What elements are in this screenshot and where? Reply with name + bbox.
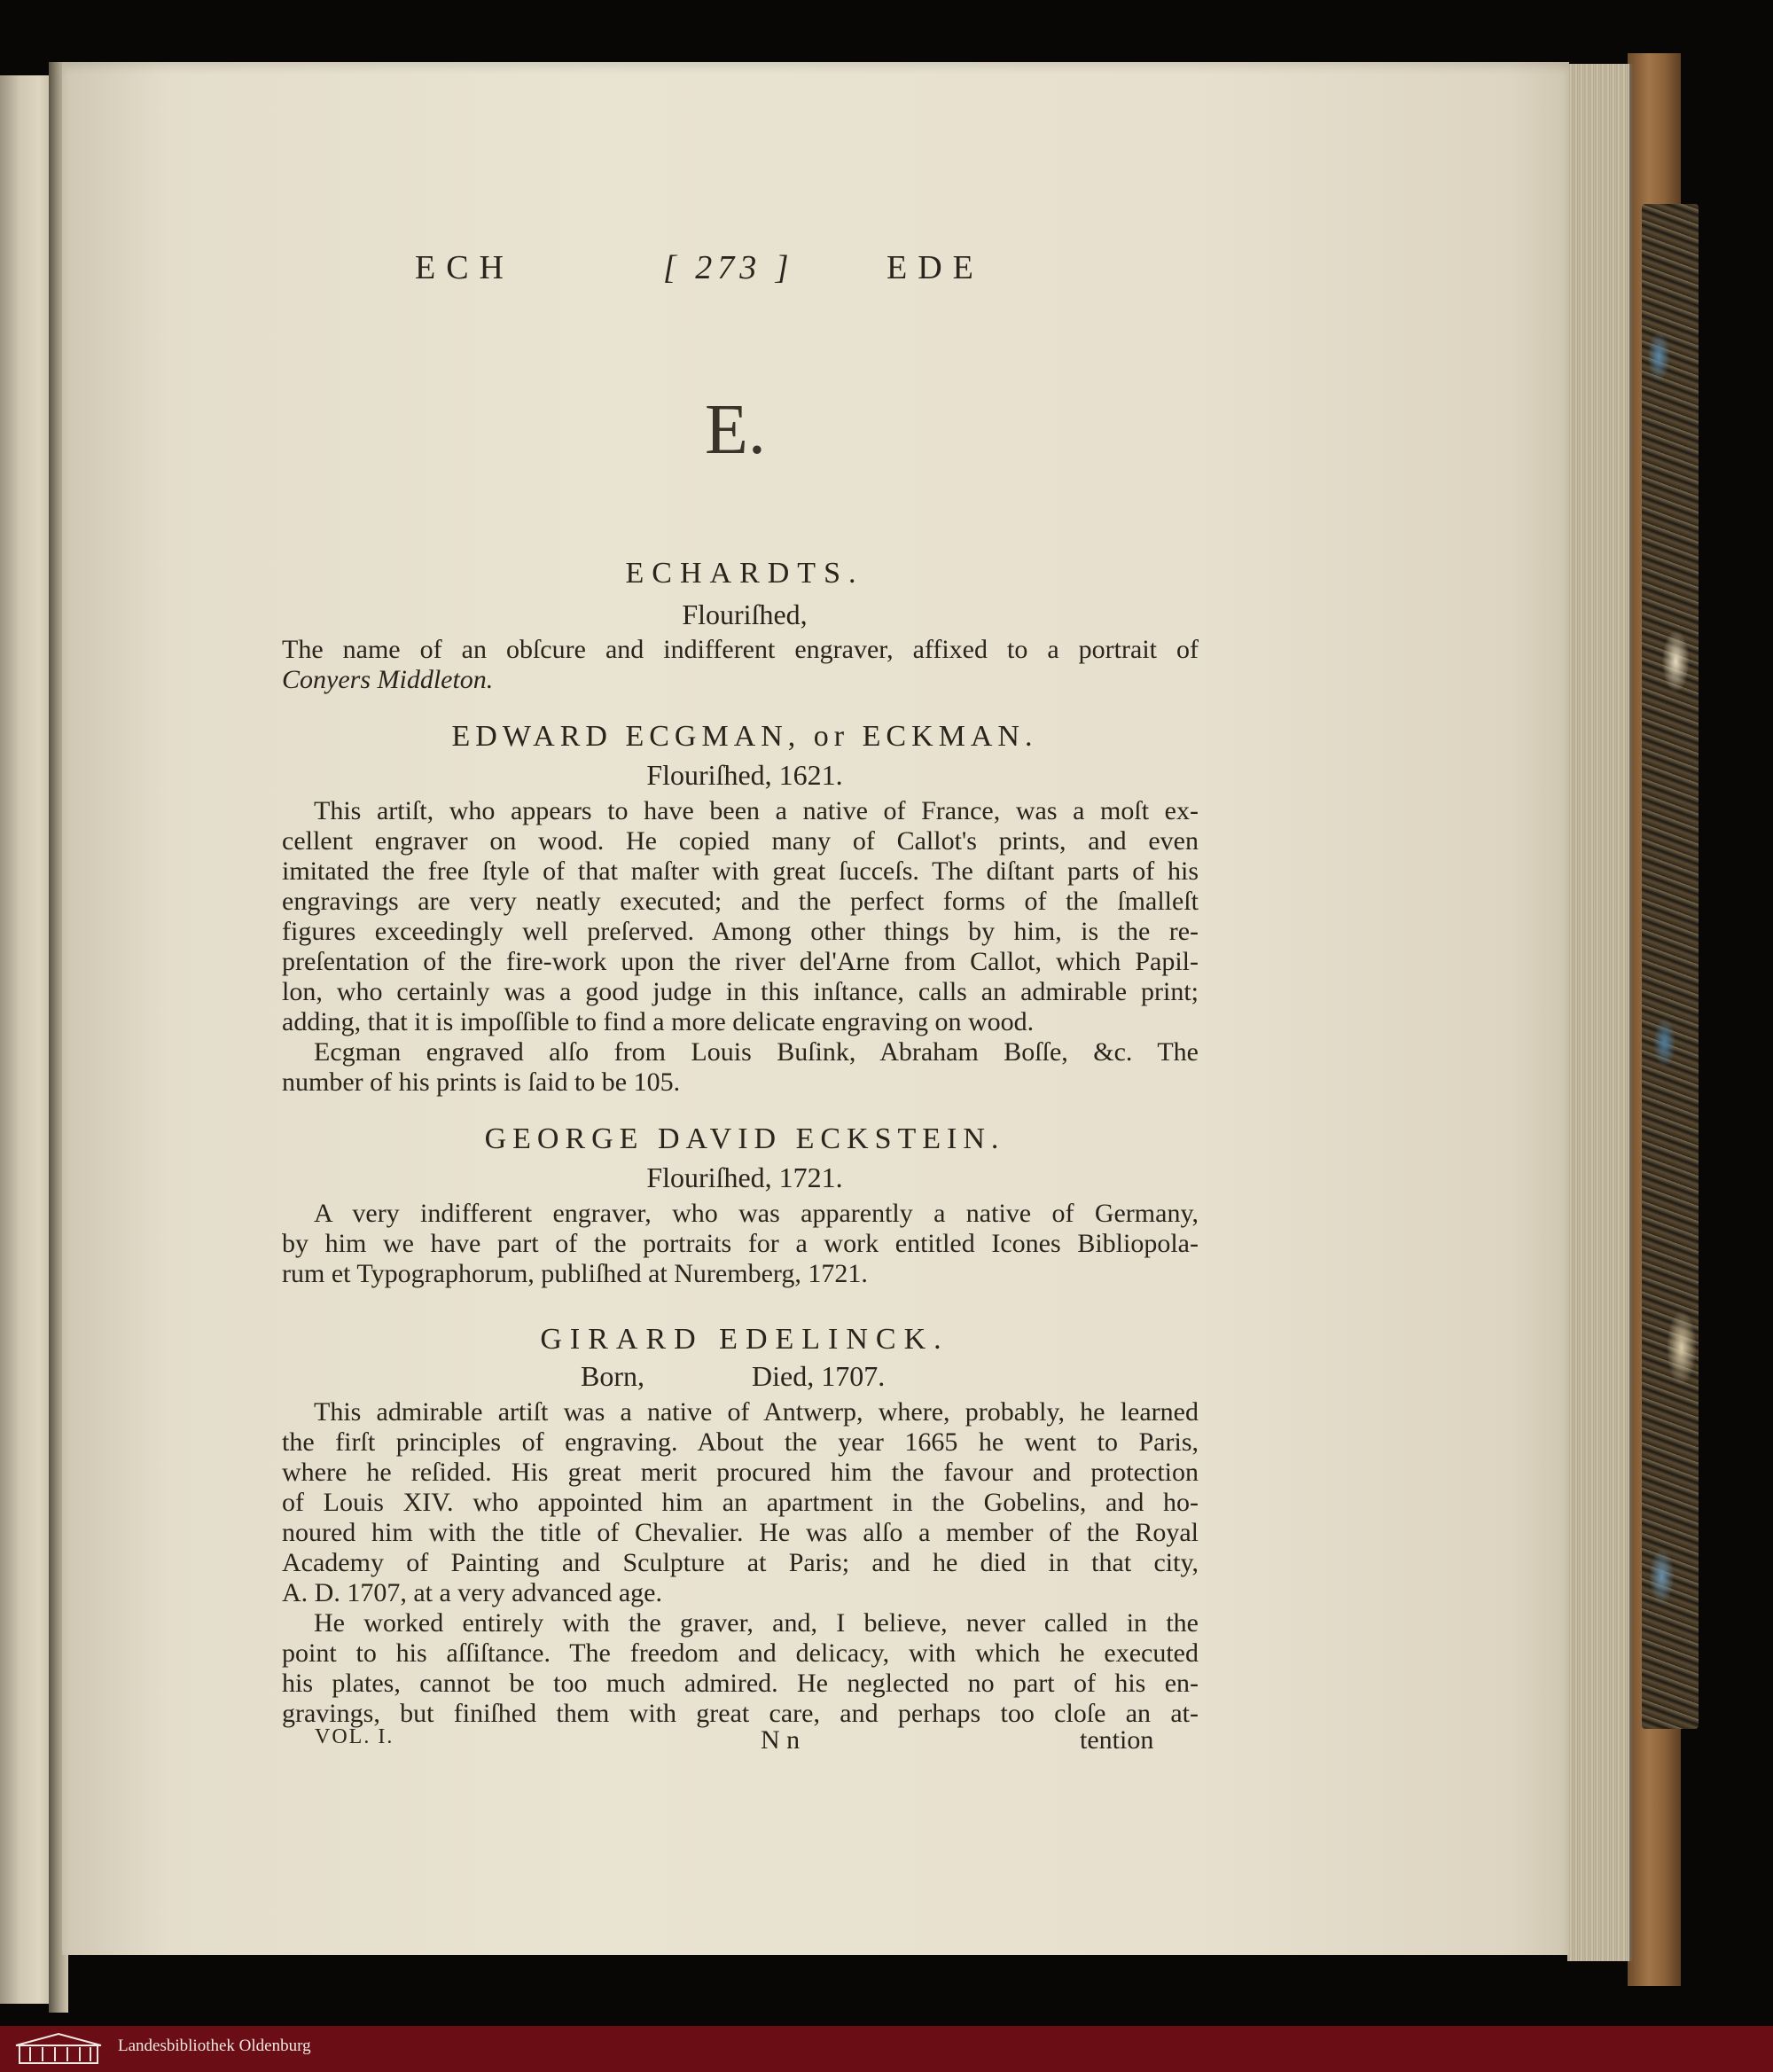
text-line: Conyers Middleton. [282,665,494,694]
entry-dates: Flouriſhed, 1621. [646,759,843,791]
library-building-icon [12,2031,105,2067]
text-line: gravings, but finiſhed them with great care, and perhaps too cloſe an at- [282,1699,1199,1728]
marbled-board [1642,204,1699,1729]
page-number: [ 273 ] [663,249,794,286]
text-line: noured him with the title of Chevalier. He was alſo a member of the Royal [282,1518,1199,1547]
entry-paragraph [282,635,1199,695]
left-page-edge [0,75,49,2004]
entry-heading: GIRARD EDELINCK. [540,1323,949,1356]
text-line: This admirable artiſt was a native of Antwerp, where, probably, he learned [314,1397,1199,1427]
text-line: of Louis XIV. who appointed him an apartment in the Gobelins, and ho- [282,1488,1199,1517]
signature-mark: VOL. I. [315,1725,394,1748]
section-letter: E. [705,391,766,469]
catchword: tention [1080,1725,1154,1755]
entry-born: Born, [581,1360,644,1392]
library-name: Landesbibliothek Oldenburg [118,2037,311,2055]
library-footer-bar [0,2026,1773,2072]
text-line: lon, who certainly was a good judge in this inſtance, calls an admirable print; [282,977,1199,1006]
entry-heading: GEORGE DAVID ECKSTEIN. [484,1122,1005,1155]
page-block-edges [1567,64,1632,1961]
entry-dates: Flouriſhed, [682,598,808,630]
text-line: cellent engraver on wood. He copied many of Callot's prints, and even [282,826,1199,856]
entry-paragraph [282,1397,1199,1729]
text-line: A very indifferent engraver, who was apparently a native of Germany, [314,1199,1199,1228]
gathering-mark: N n [761,1725,801,1755]
text-line: preſentation of the fire-work upon the river del'Arne from Callot, which Papil- [282,947,1199,976]
text-line: He worked entirely with the graver, and, I believe, never called in the [314,1608,1199,1638]
entry-paragraph [282,796,1199,1098]
text-line: figures exceedingly well preſerved. Among other things by him, is the re- [282,917,1199,946]
text-line: engravings are very neatly executed; and the perfect forms of the ſmalleſt [282,887,1199,916]
running-head-right: EDE [886,249,984,286]
entry-heading: ECHARDTS. [625,557,864,590]
text-line: the firſt principles of engraving. About the year 1665 he went to Paris, [282,1427,1199,1457]
text-line: his plates, cannot be too much admired. He neglected no part of his en- [282,1669,1199,1698]
text-line: adding, that it is impoſſible to find a more delicate engraving on wood. [282,1007,1035,1036]
text-line: where he reſided. His great merit procured him the favour and protection [282,1458,1199,1487]
text-line: The name of an obſcure and indifferent engraver, affixed to a portrait of [282,635,1199,664]
text-line: imitated the free ſtyle of that maſter with great ſucceſs. The diſtant parts of his [282,856,1199,886]
entry-died: Died, 1707. [752,1360,886,1392]
text-line: This artiſt, who appears to have been a native of France, was a moſt ex- [314,796,1199,825]
text-line: A. D. 1707, at a very advanced age. [282,1578,662,1607]
text-line: by him we have part of the portraits for a work entitled Icones Bibliopola- [282,1229,1199,1258]
entry-heading: EDWARD ECGMAN, or ECKMAN. [451,720,1038,753]
text-line: Ecgman engraved alſo from Louis Buſink, Abraham Boſſe, &c. The [314,1037,1199,1067]
text-line: Academy of Painting and Sculpture at Paris; and he died in that city, [282,1548,1199,1577]
entry-paragraph [282,1199,1199,1289]
text-line: point to his aſſiſtance. The freedom and delicacy, with which he executed [282,1638,1199,1668]
text-line: number of his prints is ſaid to be 105. [282,1067,681,1097]
running-head-left: ECH [415,249,514,286]
text-line: rum et Typographorum, publiſhed at Nuremberg, 1721. [282,1259,868,1288]
entry-dates: Flouriſhed, 1721. [646,1161,843,1193]
